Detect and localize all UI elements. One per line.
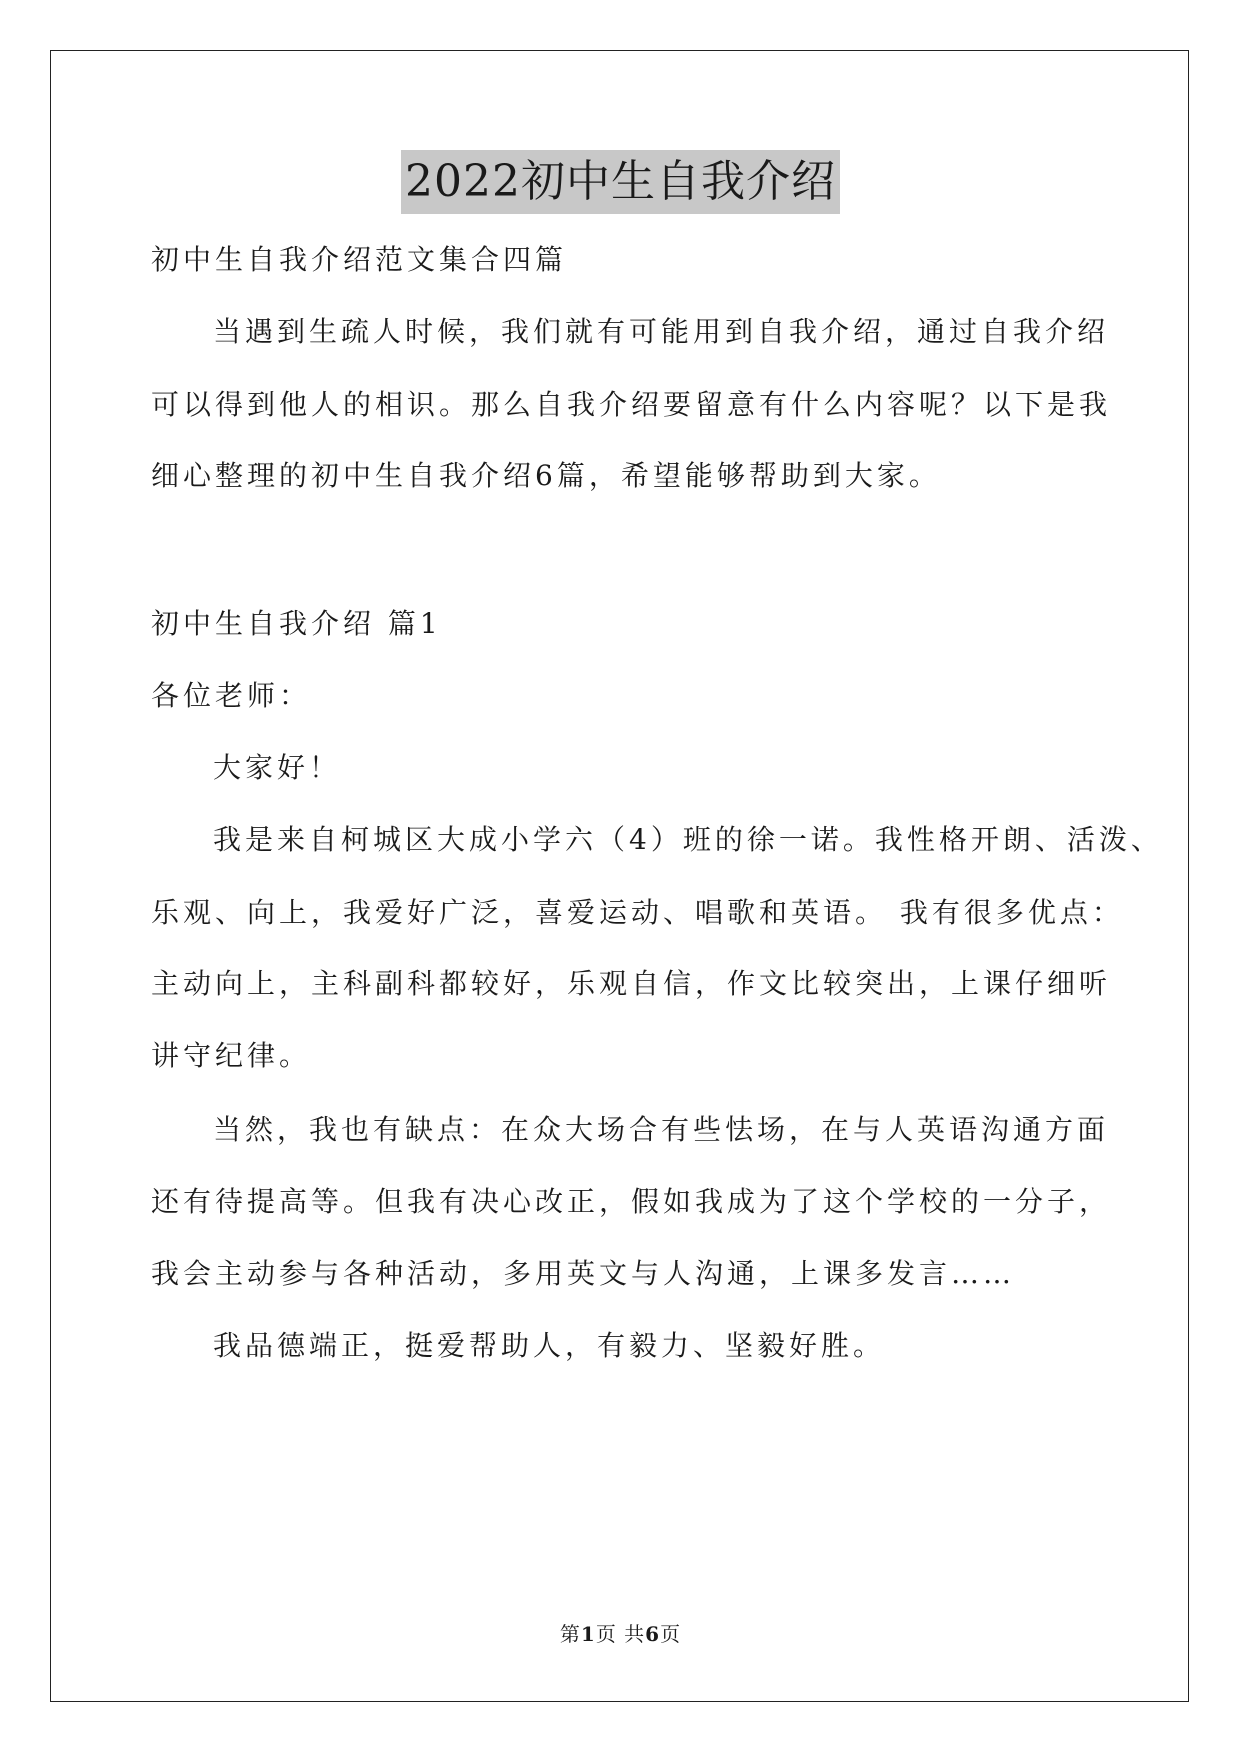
page-border — [50, 50, 1189, 1702]
para1-line-1: 我是来自柯城区大成小学六（4）班的徐一诺。我性格开朗、活泼、 — [213, 823, 1163, 856]
para2-line-1: 当然，我也有缺点：在众大场合有些怯场，在与人英语沟通方面 — [213, 1113, 1110, 1146]
para1-line-3: 主动向上，主科副科都较好，乐观自信，作文比较突出，上课仔细听 — [151, 967, 1112, 1000]
document-title: 2022初中生自我介绍 — [401, 150, 840, 214]
para2-line-2: 还有待提高等。但我有决心改正，假如我成为了这个学校的一分子， — [151, 1185, 1112, 1218]
salutation: 各位老师： — [151, 679, 312, 712]
intro-line-3: 细心整理的初中生自我介绍6篇，希望能够帮助到大家。 — [151, 459, 941, 492]
subtitle: 初中生自我介绍范文集合四篇 — [151, 243, 568, 276]
title-container — [0, 150, 1241, 214]
footer-suffix: 页 — [660, 1622, 682, 1646]
intro-line-2: 可以得到他人的相识。那么自我介绍要留意有什么内容呢？以下是我 — [151, 388, 1112, 421]
section-heading: 初中生自我介绍 篇1 — [151, 607, 442, 640]
para2-line-3: 我会主动参与各种活动，多用英文与人沟通，上课多发言…… — [151, 1257, 1016, 1290]
greeting: 大家好！ — [213, 751, 342, 784]
para1-line-2: 乐观、向上，我爱好广泛，喜爱运动、唱歌和英语。 我有很多优点： — [151, 896, 1124, 929]
footer-prefix: 第 — [559, 1622, 581, 1646]
footer-page-number: 1 — [580, 1622, 596, 1646]
para1-line-4: 讲守纪律。 — [151, 1039, 312, 1072]
footer-total-pages: 6 — [645, 1622, 661, 1646]
intro-line-1: 当遇到生疏人时候，我们就有可能用到自我介绍，通过自我介绍 — [213, 315, 1110, 348]
para3: 我品德端正，挺爱帮助人，有毅力、坚毅好胜。 — [213, 1329, 886, 1362]
page-footer — [0, 1620, 1241, 1648]
footer-mid: 页 共 — [595, 1622, 646, 1646]
